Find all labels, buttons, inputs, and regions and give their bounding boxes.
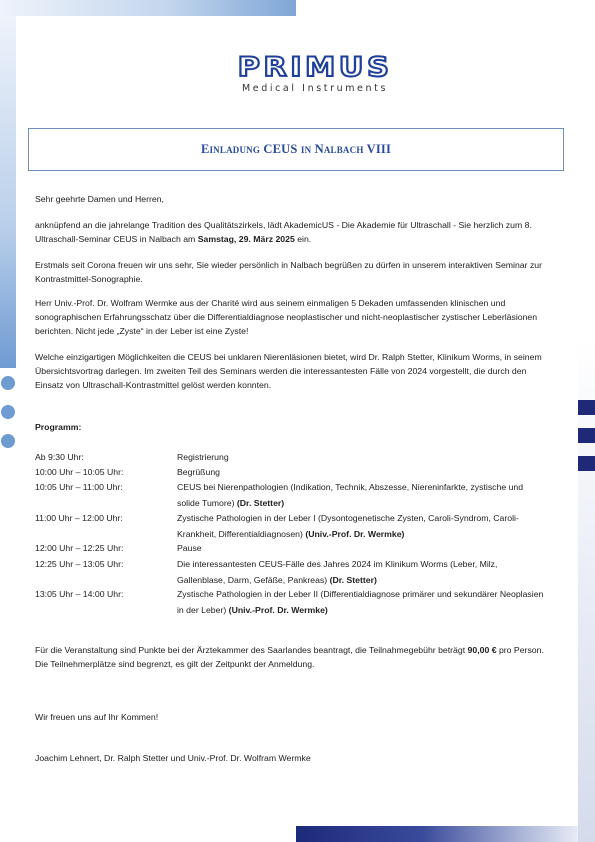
logo-wordmark: PRIMUS [237, 52, 393, 83]
program-description: Zystische Pathologien in der Leber I (Dysontogenetische Zysten, Caroli-Syndrom, Caroli-Krankheit, Differentialdiagnosen) (Univ.-Prof. Dr. Wermke) [177, 513, 519, 539]
decorative-square [578, 400, 595, 415]
stetter-text: Welche einzigartigen Möglichkeiten die CEUS bei unklaren Nierenläsionen bietet, wird Dr. Ralph Stetter, Klinikum Worms, in seinem Übersichtsvortrag darlegen. Im zweiten Teil des Seminars werden die interessantesten Fälle von 2024 vorgestellt, die durch den Einsatz von Ultraschall-Kontrastmittel gelöst werden konnten. [35, 352, 542, 390]
intro-text: anknüpfend an die jahrelange Tradition des Qualitätszirkels, lädt AkademicUS - Die Akademie für Ultraschall - Sie herzlich zum 8. Ultraschall-Seminar CEUS in Nalbach am [35, 220, 532, 244]
paragraph-wermke [35, 296, 553, 338]
closing-text: Wir freuen uns auf Ihr Kommen! [35, 712, 159, 722]
company-logo [222, 54, 408, 94]
program-description: Zystische Pathologien in der Leber II (Differentialdiagnose primärer und sekundärer Neoplasien in der Leber) (Univ.-Prof. Dr. Wermke) [177, 589, 544, 615]
program-time: 10:05 Uhr – 11:00 Uhr: [35, 482, 123, 492]
signature [35, 751, 553, 765]
signature-text: Joachim Lehnert, Dr. Ralph Stetter und Univ.-Prof. Dr. Wolfram Wermke [35, 753, 311, 763]
page-title: Einladung CEUS in Nalbach VIII [200, 142, 392, 156]
decorative-square [578, 456, 595, 471]
program-time: 12:25 Uhr – 13:05 Uhr: [35, 559, 124, 569]
title-box [28, 128, 564, 171]
program-description: Registrierung [177, 452, 229, 462]
decorative-dot [1, 405, 15, 419]
fee-end: pro Person. Die Teilnehmerplätze sind begrenzt, es gilt der Zeitpunkt der Anmeldung. [35, 645, 544, 669]
event-date: Samstag, 29. März 2025 [197, 234, 295, 244]
decorative-right-band [578, 0, 595, 842]
program-label: Programm: [35, 422, 82, 432]
program-time: 11:00 Uhr – 12:00 Uhr: [35, 513, 123, 523]
paragraph-fee [35, 643, 553, 671]
program-time: 12:00 Uhr – 12:25 Uhr: [35, 543, 124, 553]
logo-subtitle: Medical Instruments [241, 83, 389, 94]
decorative-top-band [0, 0, 296, 16]
program-time: Ab 9:30 Uhr: [35, 452, 84, 462]
wermke-text: Herr Univ.-Prof. Dr. Wolfram Wermke aus der Charité wird aus seinem einmaligen 5 Dekaden umfassenden klinischen und sonographischen Erfahrungsschatz über die Differentialdiagnose neoplastischer und nicht-neoplastischer zystischer Leberläsionen berichten. Nicht jede „Zyste“ in der Leber ist eine Zyste! [35, 298, 538, 336]
closing [35, 710, 553, 724]
decorative-dot [1, 434, 15, 448]
program-heading [35, 420, 553, 434]
decorative-bottom-band [296, 826, 578, 842]
decorative-left-band [0, 16, 16, 368]
paragraph-stetter [35, 350, 553, 392]
program-time: 13:05 Uhr – 14:00 Uhr: [35, 589, 124, 599]
program-description: Pause [177, 543, 202, 553]
program-description: Die interessantesten CEUS-Fälle des Jahres 2024 im Klinikum Worms (Leber, Milz, Gallenblase, Darm, Gefäße, Pankreas) (Dr. Stetter) [177, 559, 498, 585]
program-description: Begrüßung [177, 467, 220, 477]
fee-text: Für die Veranstaltung sind Punkte bei der Ärztekammer des Saarlandes beantragt, die Teilnahmegebühr beträgt [35, 645, 468, 655]
decorative-square [578, 428, 595, 443]
salutation-text: Sehr geehrte Damen und Herren, [35, 194, 164, 204]
intro-end: ein. [294, 234, 312, 244]
corona-text: Erstmals seit Corona freuen wir uns sehr, Sie wieder persönlich in Nalbach begrüßen zu dürfen in unserem interaktiven Seminar zur Kontrastmittel-Sonographie. [35, 260, 543, 284]
paragraph-corona [35, 258, 553, 286]
paragraph-intro [35, 218, 553, 246]
fee-amount: 90,00 € [467, 645, 497, 655]
program-description: CEUS bei Nierenpathologien (Indikation, Technik, Abszesse, Niereninfarkte, zystische und solide Tumore) (Dr. Stetter) [177, 482, 524, 508]
decorative-dot [1, 376, 15, 390]
salutation [35, 192, 553, 206]
program-time: 10:00 Uhr – 10:05 Uhr: [35, 467, 124, 477]
